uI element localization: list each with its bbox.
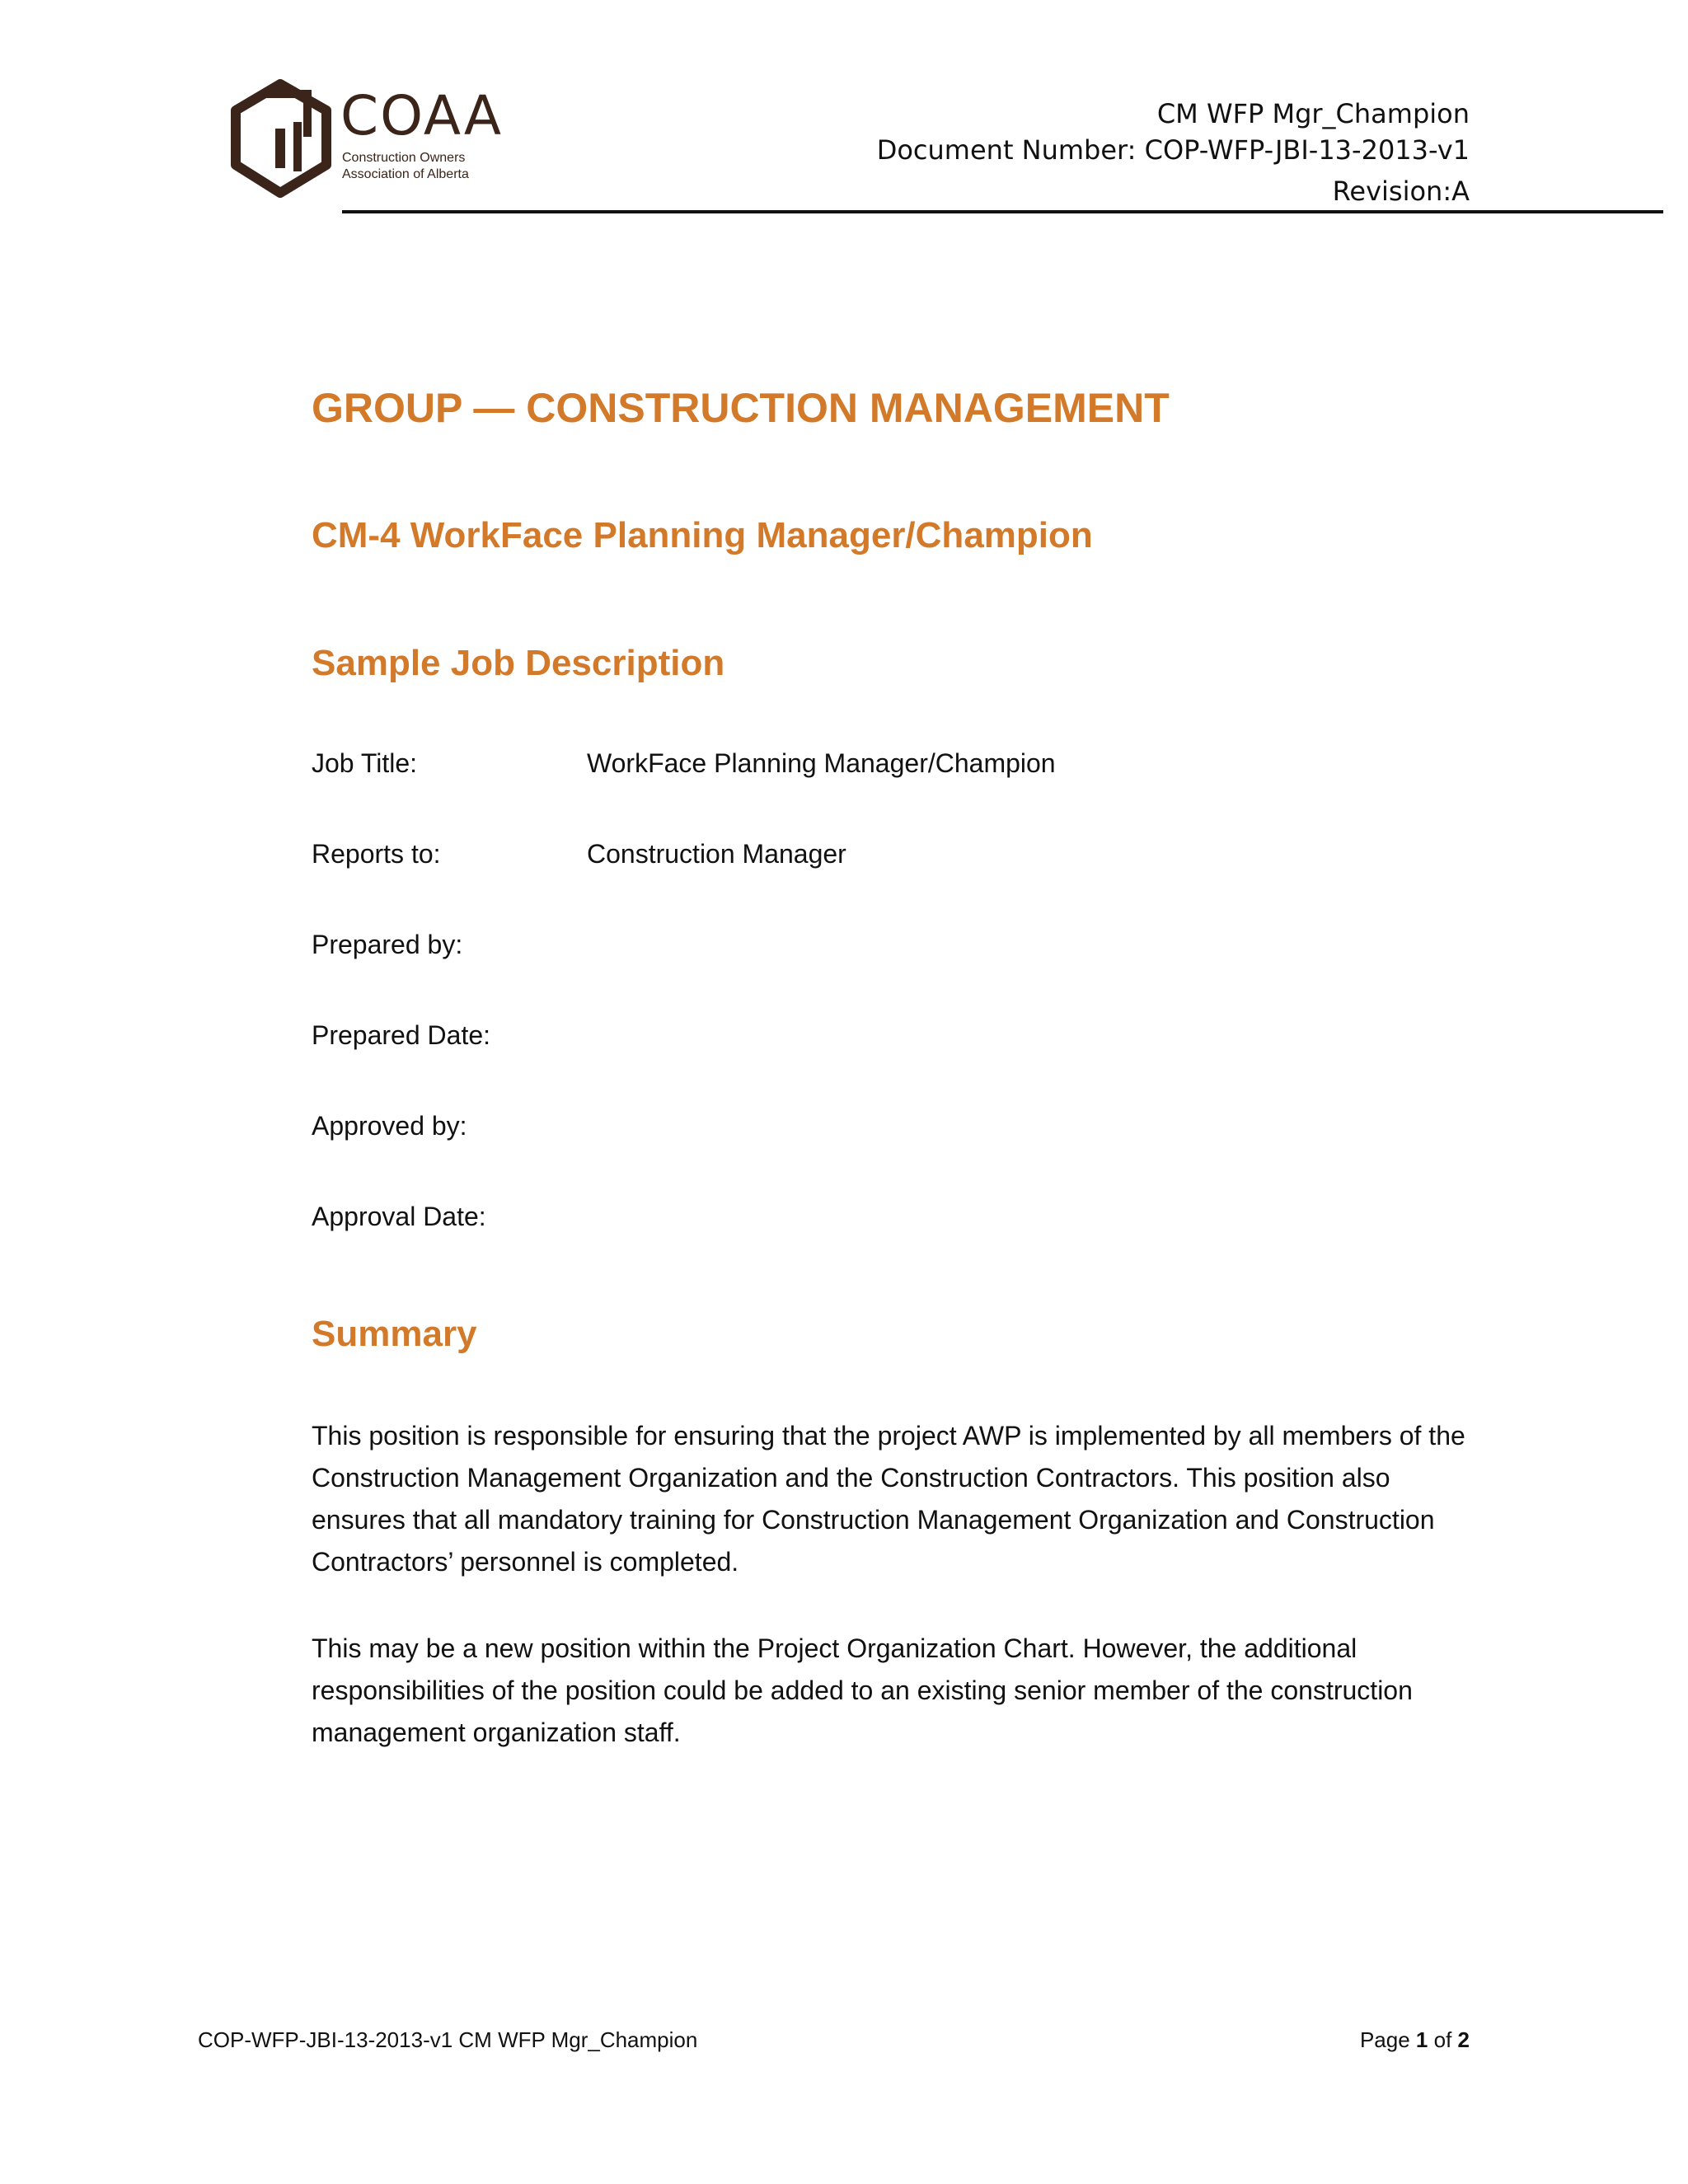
hexagon-logo-icon [229, 79, 336, 201]
logo-wordmark: COAA [340, 84, 504, 148]
header-document-name: CM WFP Mgr_Champion [1156, 98, 1470, 129]
field-label: Approved by: [312, 1111, 467, 1141]
field-label: Prepared by: [312, 930, 463, 959]
page-total: 2 [1457, 2027, 1470, 2052]
field-label: Job Title: [312, 748, 418, 778]
summary-paragraph-1: This position is responsible for ensuring that the project AWP is implemented by all members of the Construction Management Organization and the Construction Contractors. This position also ensures that all mandatory training for Construction Management Organization and Construction Contractors’ personnel is completed. [312, 1421, 1465, 1577]
summary-paragraph-2: This may be a new position within the Project Organization Chart. However, the additional responsibilities of the position could be added to an existing senior member of the construction management organization staff. [312, 1633, 1413, 1747]
logo-subtitle-line1: Construction Owners [342, 151, 466, 165]
sample-job-description-heading: Sample Job Description [312, 643, 725, 683]
field-label: Reports to: [312, 839, 441, 869]
page-separator: of [1428, 2027, 1458, 2052]
page-prefix: Page [1359, 2027, 1416, 2052]
coaa-logo [229, 79, 509, 203]
field-label: Prepared Date: [312, 1020, 491, 1050]
page-current: 1 [1415, 2027, 1428, 2052]
footer-page-number [1360, 2029, 1470, 2050]
field-value: WorkFace Planning Manager/Champion [587, 748, 1056, 778]
field-label: Approval Date: [312, 1202, 486, 1231]
header-revision: Revision:A [1332, 176, 1470, 207]
logo-subtitle-line2: Association of Alberta [342, 167, 469, 181]
footer-document-id: COP-WFP-JBI-13-2013-v1 CM WFP Mgr_Champion [198, 2027, 698, 2052]
header-document-number: Document Number: COP-WFP-JBI-13-2013-v1 [876, 134, 1470, 166]
header-divider [342, 210, 1663, 213]
field-value: Construction Manager [587, 839, 846, 869]
group-heading: GROUP — CONSTRUCTION MANAGEMENT [312, 385, 1170, 431]
summary-heading: Summary [312, 1314, 477, 1354]
position-heading: CM-4 WorkFace Planning Manager/Champion [312, 515, 1093, 555]
